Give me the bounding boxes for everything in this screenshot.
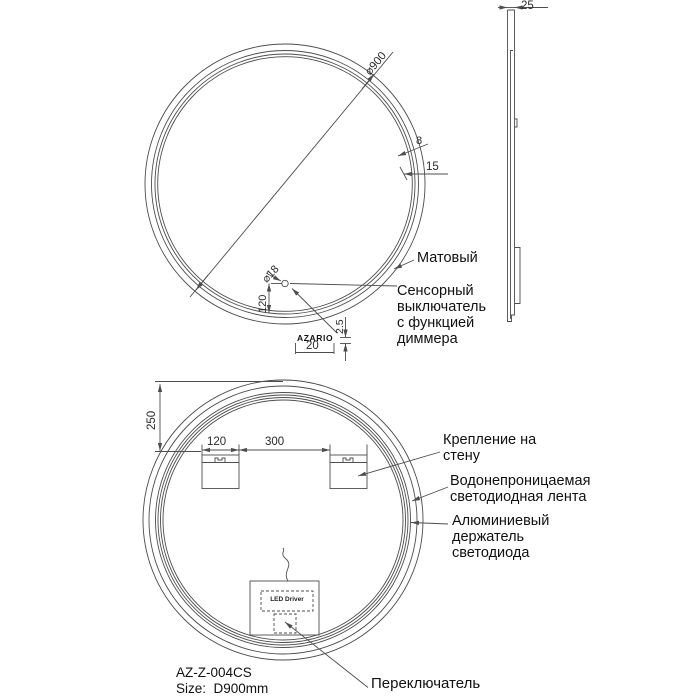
side-view-drawing [498,8,548,322]
diameter-dimension: ⌀900 [363,49,389,78]
power-cable [283,548,289,581]
bracket-width-dimension: 120 [207,436,227,448]
led-strip-label: Водонепроницаемая светодиодная лента [450,473,591,505]
bracket-spacing-dimension: 300 [265,436,285,448]
keyhole-left [215,458,225,462]
model-number: AZ-Z-004CS [176,665,252,680]
size-label: Size: D900mm [176,681,269,696]
switch-diameter-dimension: ⌀18 [260,263,282,286]
brand-logo: AZARIO [297,333,334,343]
driver-housing [250,581,319,635]
touch-switch-symbol [282,280,288,286]
switch-label: Переключатель [371,675,481,692]
back-view-drawing [143,380,448,688]
wall-mount-label: Крепление на стену [443,432,537,464]
touch-switch-label: Сенсорный выключатель с функцией диммера [397,283,487,347]
logo-width-dimension: 20 [306,340,319,352]
logo-height-dimension: 2.5 [334,319,346,334]
switch-offset-dimension: 120 [257,294,269,313]
matte-label: Матовый [417,250,478,266]
edge-offset-dimension: 15 [426,161,439,173]
led-driver-label: LED Driver [270,596,304,603]
led-holder-label: Алюминиевый держатель светодиода [452,513,550,561]
switch-box [274,614,296,633]
frame-depth-dimension: 8 [416,135,423,147]
side-wall-bracket [515,248,521,304]
keyhole-right [343,458,353,462]
thickness-dimension: 25 [521,0,534,12]
top-offset-dimension: 250 [146,410,158,430]
